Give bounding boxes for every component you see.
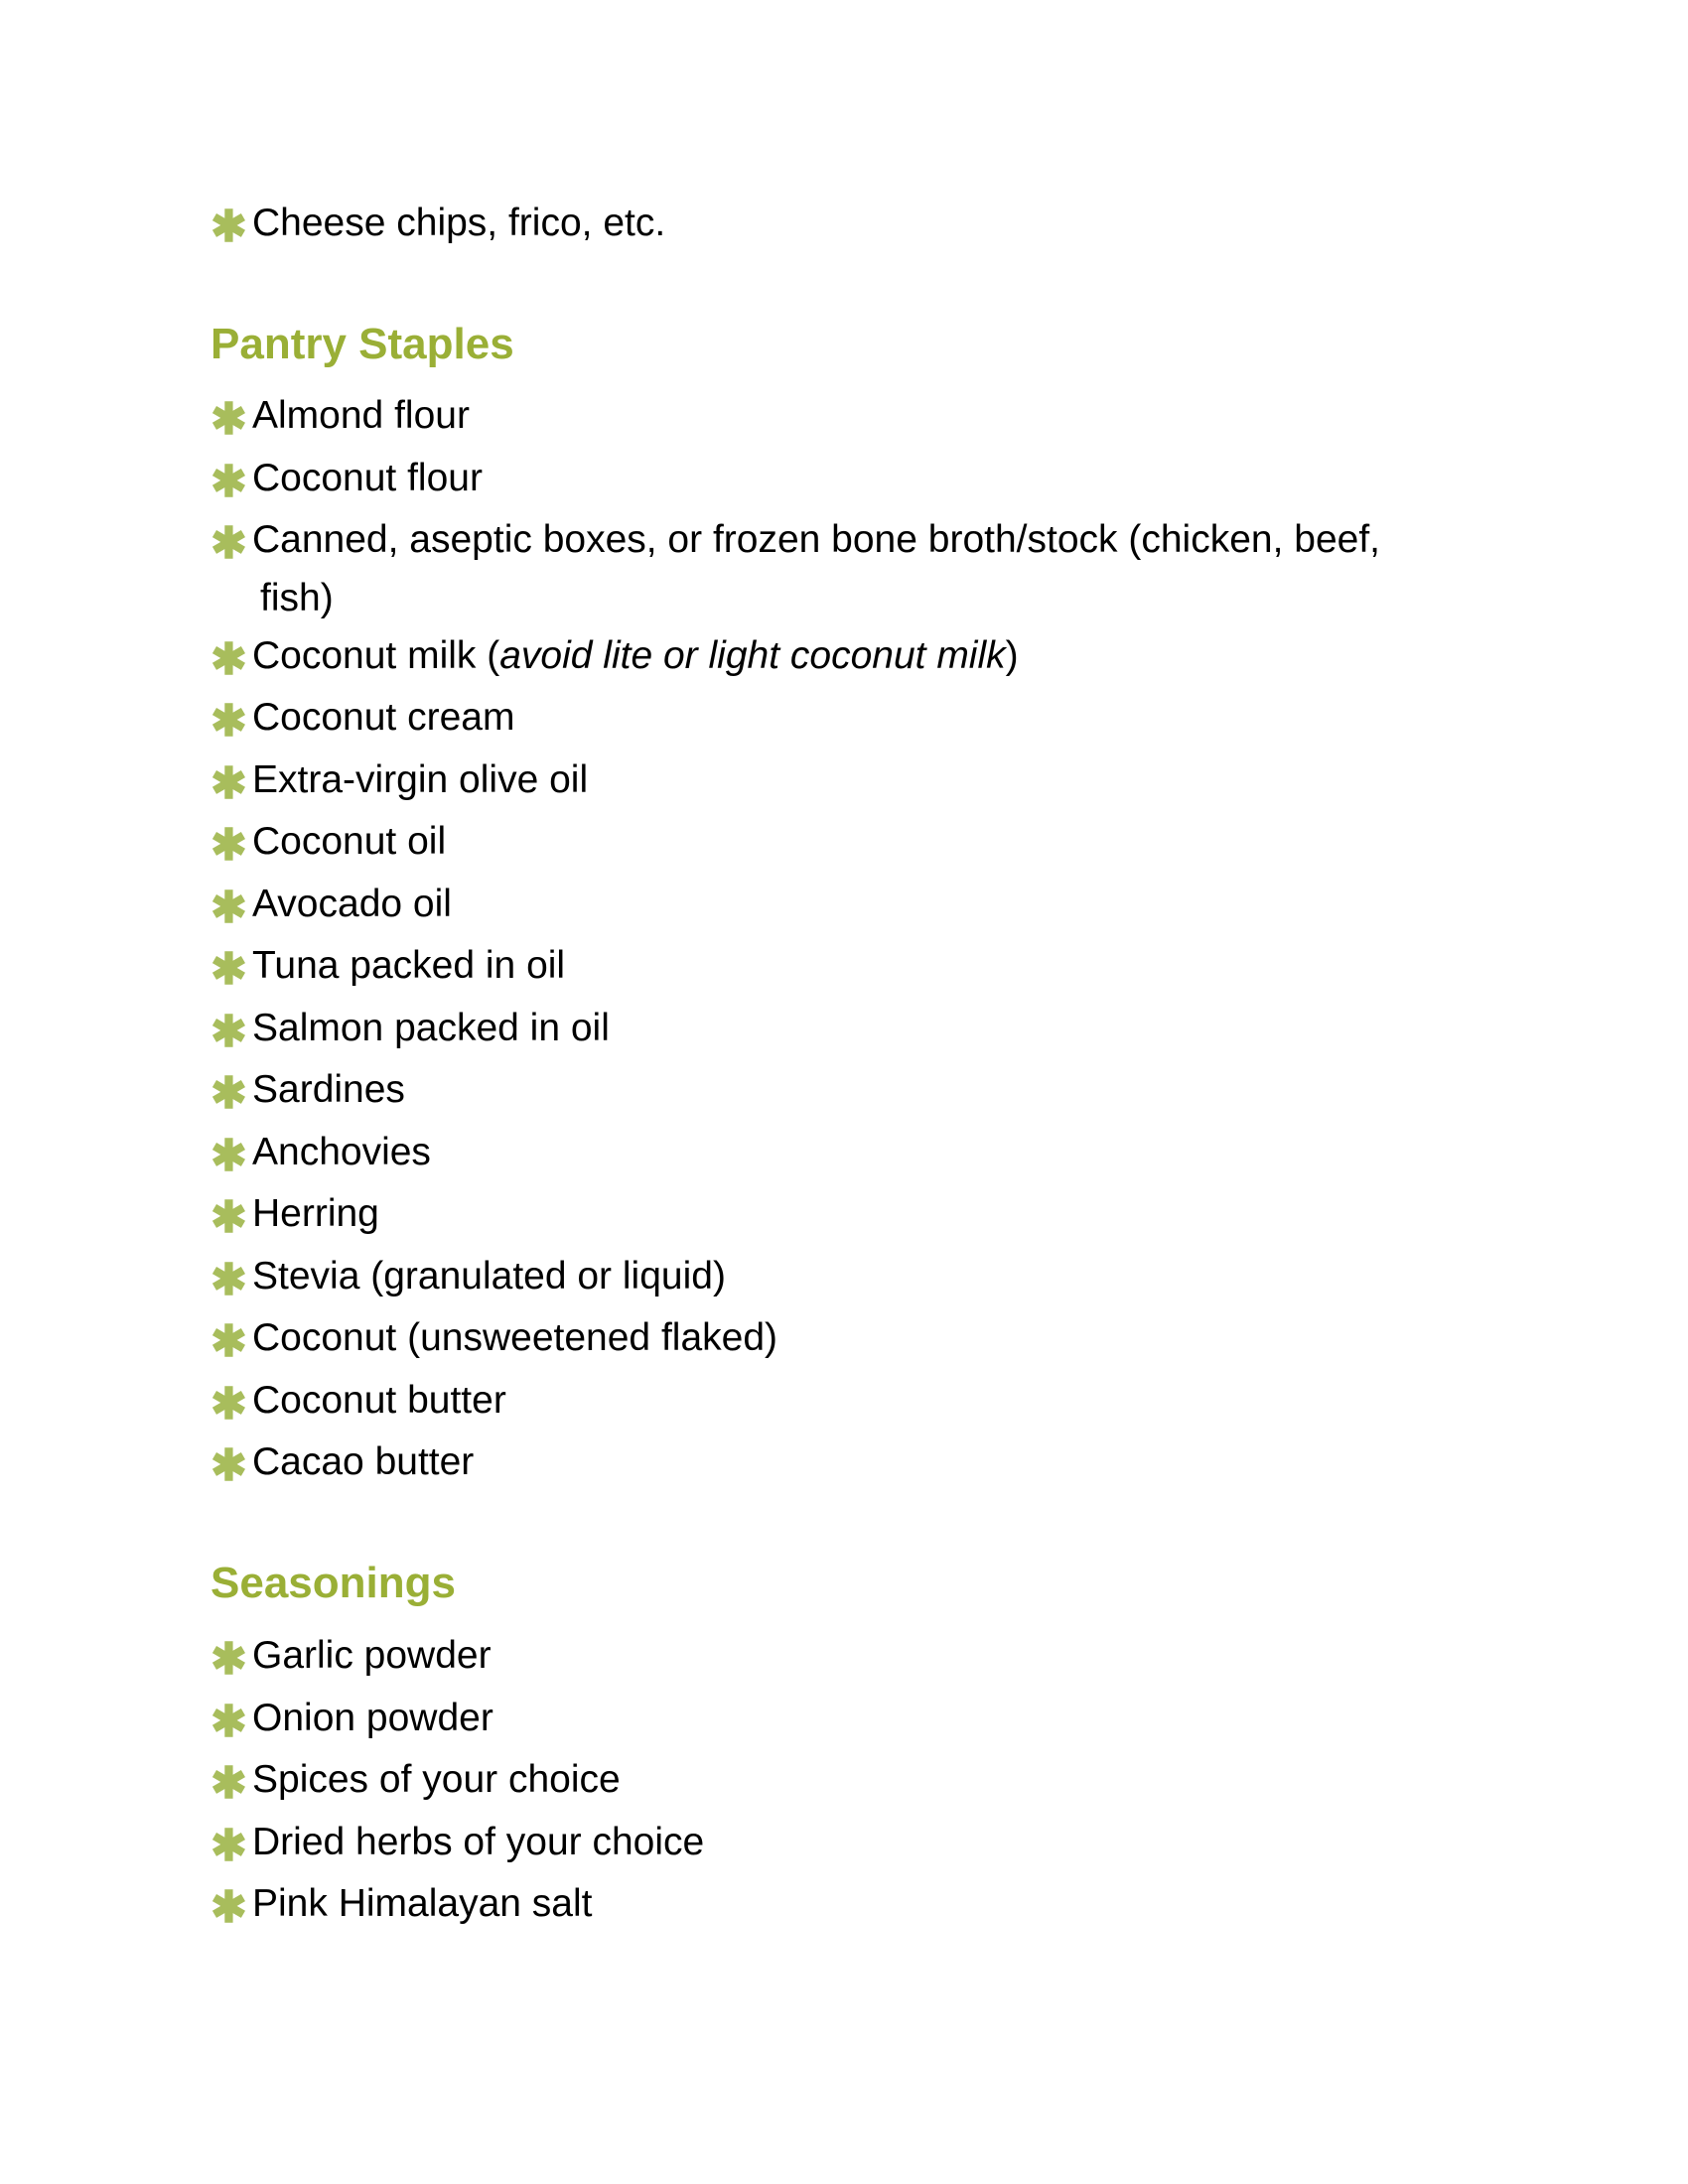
list-item: ✱ Cacao butter [211,1432,1380,1494]
asterisk-bullet-icon: ✱ [211,519,247,568]
list-item: ✱ Almond flour [211,385,1380,448]
asterisk-bullet-icon: ✱ [211,1441,247,1490]
list-item: ✱ Pink Himalayan salt [211,1873,704,1936]
asterisk-bullet-icon: ✱ [211,1255,247,1304]
asterisk-bullet-icon: ✱ [211,945,247,994]
seasonings-list [211,1625,704,1936]
list-item: ✱ Salmon packed in oil [211,998,1380,1060]
asterisk-bullet-icon: ✱ [211,1069,247,1118]
list-item: ✱ Coconut cream [211,687,1380,750]
asterisk-bullet-icon: ✱ [211,203,247,251]
asterisk-bullet-icon: ✱ [211,758,247,808]
asterisk-bullet-icon: ✱ [211,1697,247,1746]
asterisk-bullet-icon: ✱ [211,1379,247,1429]
pantry-staples-list [211,385,1380,1494]
asterisk-bullet-icon: ✱ [211,1883,247,1932]
list-item: ✱ Sardines [211,1059,1380,1122]
list-item: ✱ Onion powder [211,1688,704,1750]
asterisk-bullet-icon: ✱ [211,1193,247,1242]
asterisk-bullet-icon: ✱ [211,457,247,506]
asterisk-bullet-icon: ✱ [211,1007,247,1056]
list-item: ✱ Coconut butter [211,1370,1380,1433]
list-item: ✱ Canned, aseptic boxes, or frozen bone broth/stock (chicken, beef, fish) [211,509,1380,625]
list-item: ✱ Spices of your choice [211,1749,704,1812]
asterisk-bullet-icon: ✱ [211,1635,247,1684]
list-item: ✱ Tuna packed in oil [211,935,1380,998]
asterisk-bullet-icon: ✱ [211,1131,247,1180]
section-heading-seasonings: Seasonings [211,1559,456,1607]
list-item: ✱ Coconut milk (avoid lite or light coconut milk) [211,625,1380,688]
asterisk-bullet-icon: ✱ [211,634,247,684]
asterisk-bullet-icon: ✱ [211,697,247,746]
list-item: ✱ Garlic powder [211,1625,704,1688]
asterisk-bullet-icon: ✱ [211,395,247,444]
list-item: ✱ Stevia (granulated or liquid) [211,1246,1380,1308]
asterisk-bullet-icon: ✱ [211,883,247,932]
list-item: ✱ Herring [211,1183,1380,1246]
asterisk-bullet-icon: ✱ [211,1317,247,1366]
list-item: ✱ Coconut oil [211,811,1380,874]
section-heading-pantry-staples: Pantry Staples [211,320,514,368]
list-item: ✱ Dried herbs of your choice [211,1812,704,1874]
list-item: ✱ Coconut flour [211,448,1380,510]
intro-list [211,193,665,255]
asterisk-bullet-icon: ✱ [211,821,247,870]
italic-note: avoid lite or light coconut milk [499,633,1006,677]
list-item: ✱ Cheese chips, frico, etc. [211,193,665,255]
list-item: ✱ Avocado oil [211,874,1380,936]
list-item: ✱ Extra-virgin olive oil [211,750,1380,812]
list-item: ✱ Anchovies [211,1122,1380,1184]
asterisk-bullet-icon: ✱ [211,1821,247,1870]
asterisk-bullet-icon: ✱ [211,1759,247,1808]
list-item: ✱ Coconut (unsweetened flaked) [211,1307,1380,1370]
